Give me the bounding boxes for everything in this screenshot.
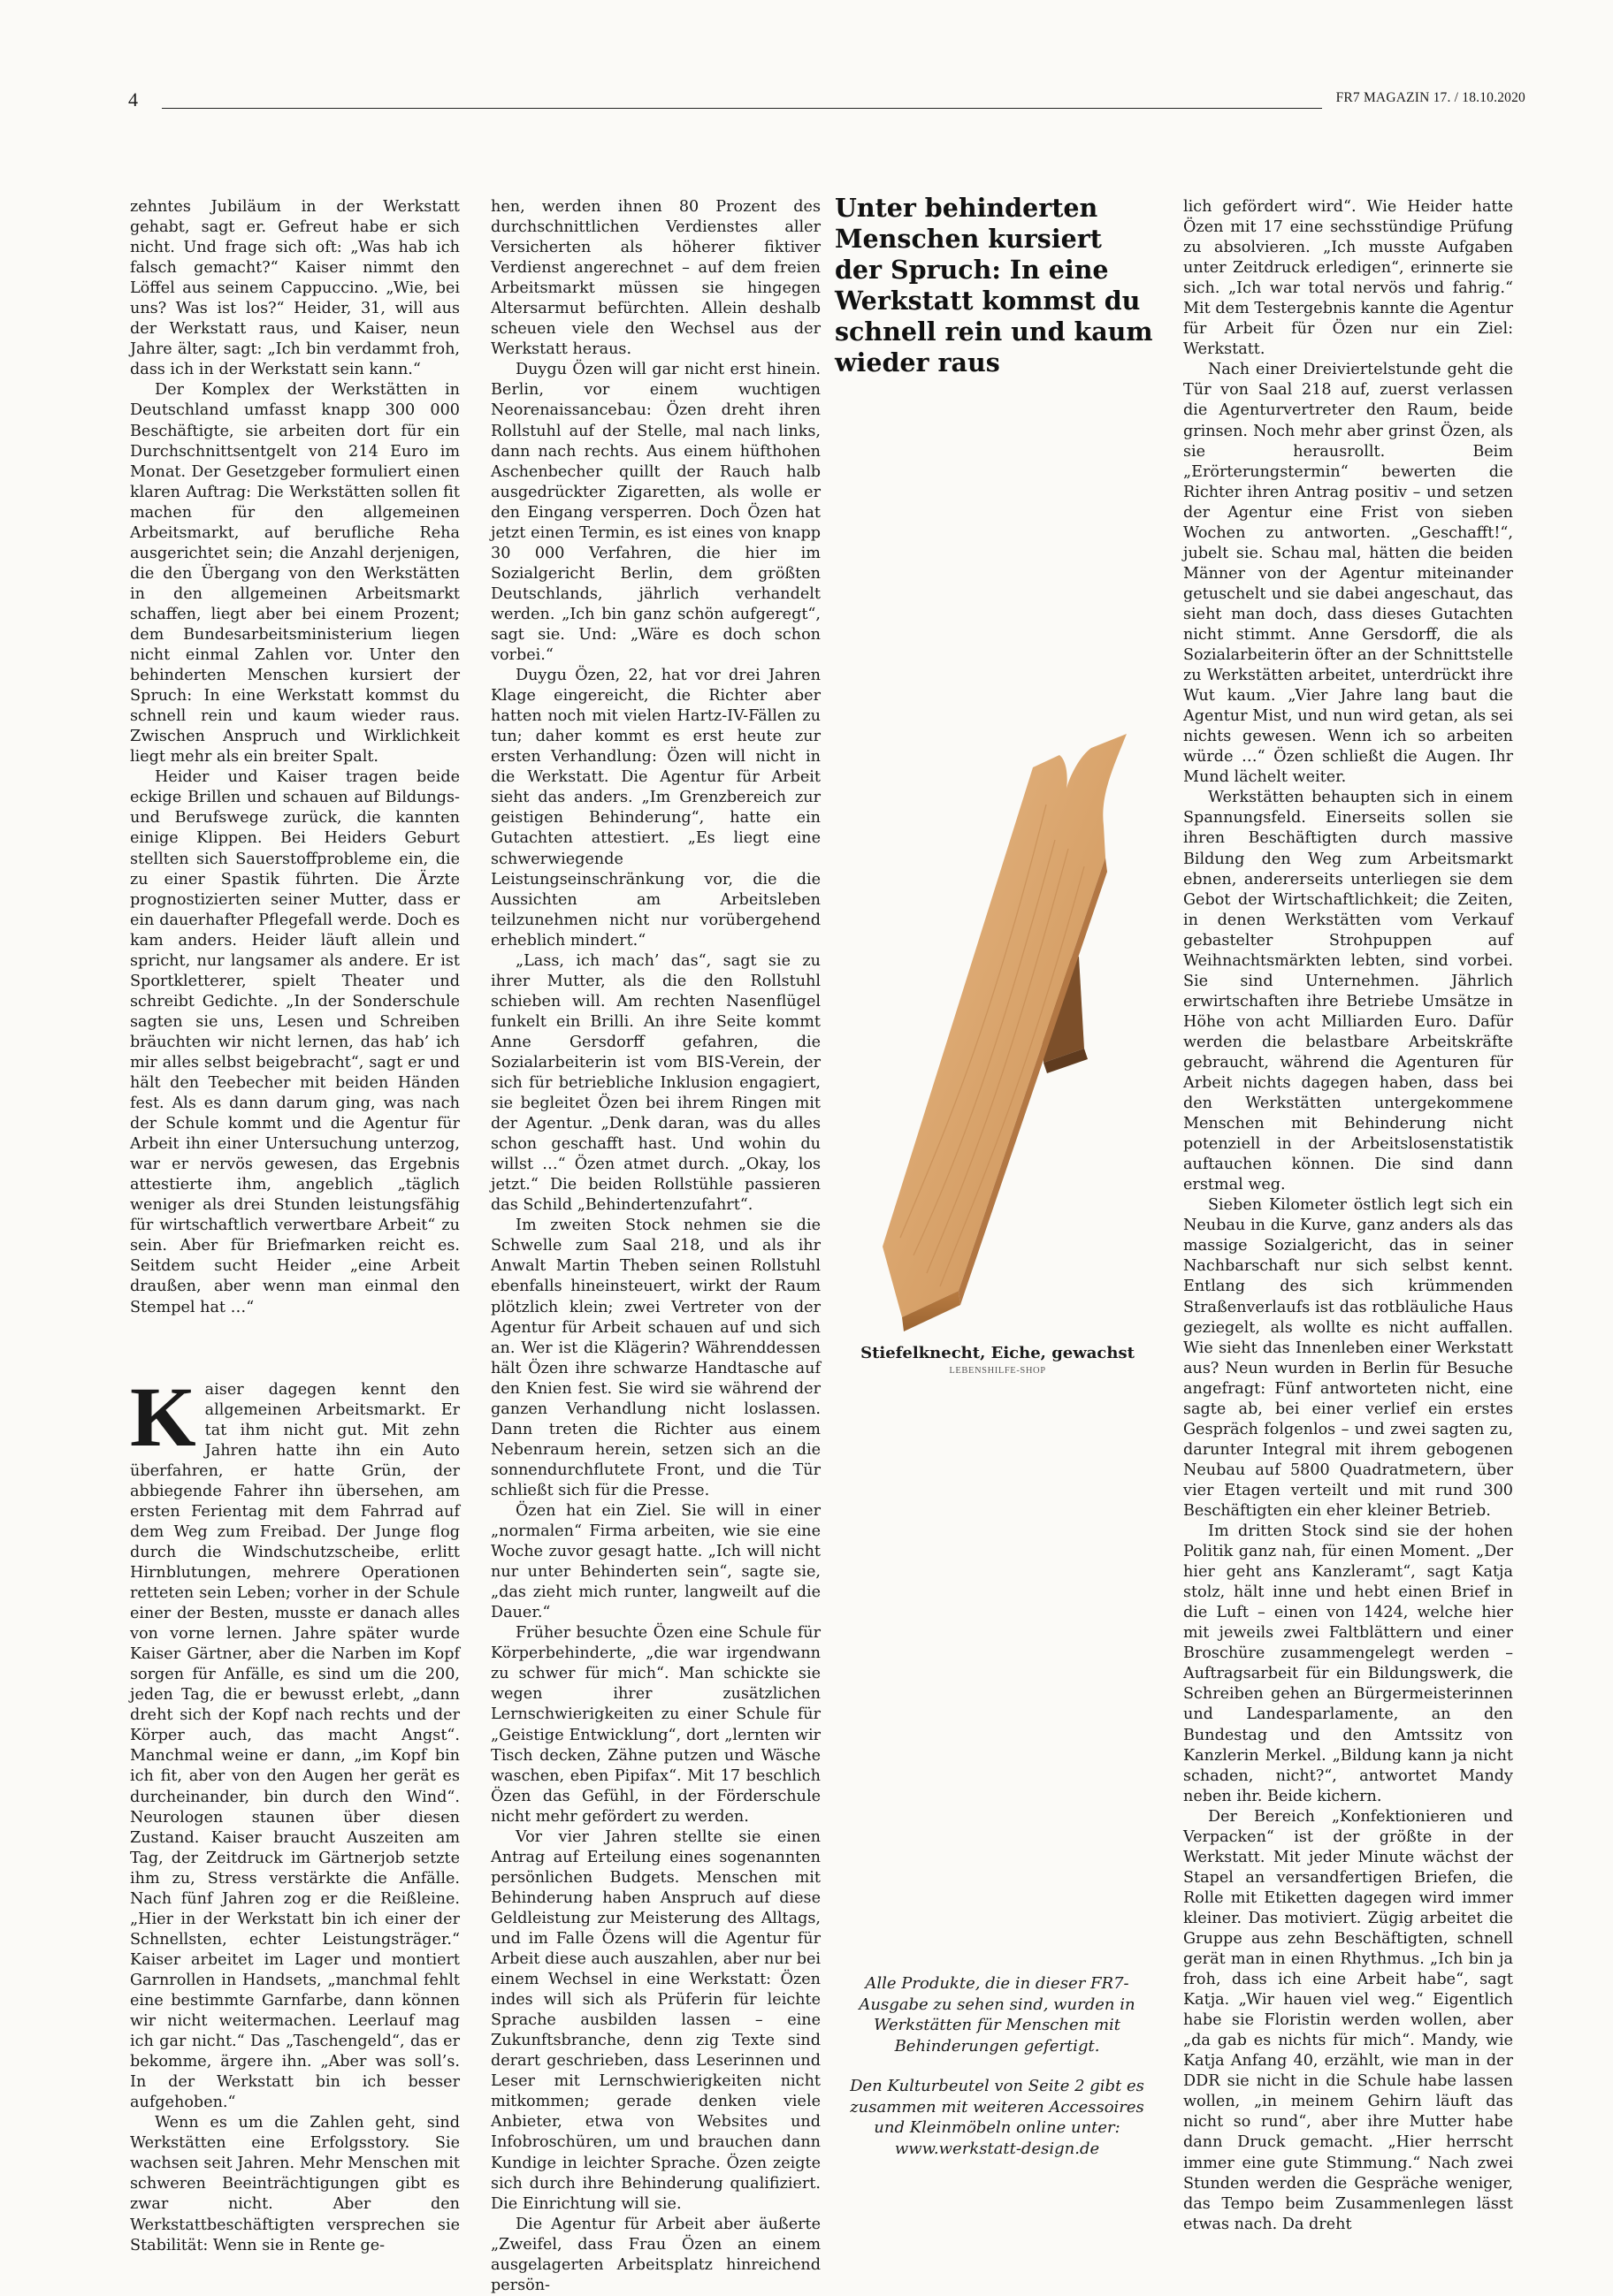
paragraph: Vor vier Jahren stellte sie einen Antrag auf Erteilung eines sogenannten persönlichen Budgets. Menschen mit Behinderung haben Anspruch auf diese Geldleistung zur Meisterung des Alltags, und im Falle Özens will die Agentur für Arbeit diese auch auszahlen, aber nur bei einem Wechsel in eine Werkstatt: Özen indes will sich als Prüferin für leichte Sprache ausbilden lassen – eine Zukunftsbranche, denn zig Texte sind derart geschrieben, dass Leserinnen und Leser mit Lernschwierigkeiten nicht mitkommen; gerade denken viele Anbieter, etwa von Websites und Infobroschüren, um und brauchen dann Kundige in leichter Sprache. Özen zeigte sich durch ihre Behinderung qualifiziert. Die Einrichtung will sie. bbox=[491, 1827, 821, 2213]
page-number: 4 bbox=[128, 88, 138, 111]
section-paragraph bbox=[130, 1369, 460, 2114]
paragraph: zehntes Jubiläum in der Werkstatt gehabt, sagt er. Gefreut habe er sich nicht. Und frage sich oft: „Was hab ich falsch gemacht?“ Kaiser nimmt den Löffel aus seinem Cappuccino. „Wie, bei uns? Was ist los?“ Heider, 31, will aus der Werkstatt raus, und Kaiser, neun Jahre älter, sagt: „Ich bin verdammt froh, dass ich in der Werkstatt sein kann.“ bbox=[130, 198, 460, 379]
paragraph: Nach einer Dreiviertelstunde geht die Tür von Saal 218 auf, zuerst verlassen die Agenturvertreter den Raum, beide grinsen. Noch mehr aber grinst Özen, als sie herausrollt. Beim „Erörterungstermin“ bewerten die Richter ihren Antrag positiv – und setzen der Agentur eine Frist von sieben Wochen zu antworten. „Geschafft!“, jubelt sie. Schau mal, hätten die beiden Männer von der Agentur miteinander getuschelt und sie dabei angeschaut, das sieht man doch, dass dieses Gutachten nicht stimmt. Anne Gersdorff, die als Sozialarbeiterin öfter an der Schnittstelle zu Werkstätten arbeitet, unterdrückt ihre Wut kaum. „Vier Jahre lang baut die Agentur Mist, und nun wird getan, als sei nichts gewesen. Wenn ich so arbeiten würde …“ Özen schließt die Augen. Ihr Mund lächelt weiter. bbox=[1183, 361, 1513, 787]
paragraph: Sieben Kilometer östlich legt sich ein Neubau in die Kurve, ganz anders als das massige Sozialgericht, das in seiner Nachbarschaft nur sich selbst kennt. Entlang des sich krümmenden Straßenverlaufs ist das rotbläuliche Haus geziegelt, als wollte es nicht auffallen. Wie sieht das Innenleben einer Werkstatt aus? Neun wurden in Berlin für Besuche angefragt: Fünf antworteten nicht, eine sagte ab, bei einer verlief ein erstes Gespräch folgenlos – und zwei sagten zu, darunter Integral mit ihrem gebogenen Neubau auf 5800 Quadratmetern, über vier Etagen verteilt und mit rund 300 Beschäftigten ein eher kleiner Betrieb. bbox=[1183, 1196, 1513, 1520]
issue-line: FR7 MAGAZIN 17. / 18.10.2020 bbox=[1335, 90, 1525, 105]
paragraph: Duygu Özen will gar nicht erst hinein. Berlin, vor einem wuchtigen Neorenaissancebau: Özen dreht ihren Rollstuhl auf der Stelle, mal nach links, dann nach rechts. Aus einem hüfthohen Aschenbecher quillt der Rauch halb ausgedrückter Zigaretten, als wolle er den Eingang versperren. Doch Özen hat jetzt einen Termin, es ist eines von knapp 30 000 Verfahren, die hier im Sozialgericht Berlin, dem größten Deutschlands, jährlich verhandelt werden. „Ich bin ganz schön aufgeregt“, sagt sie. Und: „Wäre es doch schon vorbei.“ bbox=[491, 361, 821, 665]
paragraph: Wenn es um die Zahlen geht, sind Werkstätten eine Erfolgsstory. Sie wachsen seit Jahren. Mehr Menschen mit schweren Beeinträchtigungen gibt es zwar nicht. Aber den Werkstattbeschäftigten versprechen sie Stabilität: Wenn sie in Rente ge- bbox=[130, 2114, 460, 2254]
drop-cap: K bbox=[130, 1369, 196, 1464]
caption-title: Stiefelknecht, Eiche, gewachst bbox=[860, 1344, 1135, 1362]
paragraph: Im dritten Stock sind sie der hohen Politik ganz nah, für einen Moment. „Der hier geht ans Kanzleramt“, sagt Katja stolz, hält inne und hebt einen Brief in die Luft – einen von 1424, welche hier mit jeweils zwei Faltblättern und einer Broschüre zusammengelegt werden – Auftragsarbeit für ein Bildungswerk, die Schreiben gehen an Bürgermeisterinnen und Landesparlamente, an den Bundestag und den Amtssitz von Kanzlerin Merkel. „Bildung kann ja nicht schaden, nicht?“, antwortet Mandy neben ihr. Beide kichern. bbox=[1183, 1522, 1513, 1805]
paragraph-text: aiser dagegen kennt den allgemeinen Arbeitsmarkt. Er tat ihm nicht gut. Mit zehn Jahren hatte ihn ein Auto überfahren, er hatte Grün, der abbiegende Fahrer ihn übersehen, am ersten Ferientag mit dem Fahrrad auf dem Weg zum Freibad. Der Junge flog durch die Windschutzscheibe, erlitt Hirnblutungen, mehrere Operationen retteten sein Leben; vorher in der Schule einer der Besten, musste er danach alles von vorne lernen. Jahre später wurde Kaiser Gärtner, aber die Narben im Kopf sorgen für Anfälle, es sind um die 200, jeden Tag, die er bewusst erlebt, „dann dreht sich der Kopf nach rechts und der Körper auch, das macht Angst“. Manchmal weine er dann, „im Kopf bin ich fit, aber von den Augen her gerät es durcheinander, bin durch den Wind“. Neurologen staunen über diesen Zustand. Kaiser braucht Auszeiten am Tag, der Zeitdruck im Gärtnerjob setzte ihm zu, Stress verstärkte die Anfälle. Nach fünf Jahren zog er die Reißleine. „Hier in der Werkstatt bin ich einer der Schnellsten, echter Leistungsträger.“ Kaiser arbeitet im Lager und montiert Garnrollen in Handsets, „manchmal fehlt eine bestimmte Garnfarbe, dann können wir nicht weitermachen. Leerlauf mag ich gar nicht.“ Das „Taschengeld“, das er bekomme, ärgere ihn. „Aber was soll’s. In der Werkstatt bin ich besser aufgehoben.“ bbox=[130, 1380, 460, 2112]
header-rule bbox=[162, 108, 1322, 109]
product-note bbox=[845, 1973, 1150, 2159]
paragraph: Im zweiten Stock nehmen sie die Schwelle zum Saal 218, und als ihr Anwalt Martin Theben seinen Rollstuhl ebenfalls hineinsteuert, wirkt der Raum plötzlich klein; zwei Vertreter von der Agentur für Arbeit schauen auf und sich an. Wer ist die Klägerin? Währenddessen hält Özen ihre schwarze Handtasche auf den Knien fest. Sie wird sie während der ganzen Verhandlung nicht loslassen. Dann treten die Richter aus einem Nebenraum herein, setzen sich an die sonnendurchflutete Front, und die Tür schließt sich für die Presse. bbox=[491, 1217, 821, 1499]
note-paragraph: Den Kulturbeutel von Seite 2 gibt es zusammen mit weiteren Accessoires und Kleinmöbeln online unter: www.werkstatt-design.de bbox=[850, 2077, 1144, 2158]
paragraph: Werkstätten behaupten sich in einem Spannungsfeld. Einerseits sollen sie ihren Beschäftigten durch massive Bildung den Weg zum Arbeitsmarkt ebnen, andererseits unterliegen sie dem Gebot der Wirtschaftlichkeit; die Zeiten, in denen Werkstätten vom Verkauf gebastelter Strohpuppen auf Weihnachtsmärkten lebten, sind vorbei. Sie sind Unternehmen. Jährlich erwirtschaften ihre Betriebe Umsätze in Höhe von acht Milliarden Euro. Dafür werden die belastbare Arbeitskräfte gebraucht, während die Agenturen für Arbeit nichts dagegen haben, dass bei den Werkstätten untergekommene Menschen mit Behinderung nicht potenziell in der Arbeitslosenstatistik auftauchen können. Die sind dann erstmal weg. bbox=[1183, 789, 1513, 1194]
caption-credit: LEBENSHILFE-SHOP bbox=[949, 1366, 1046, 1376]
paragraph: Duygu Özen, 22, hat vor drei Jahren Klage eingereicht, die Richter aber hatten noch mit vielen Hartz-IV-Fällen zu tun; daher kommt es erst heute zur ersten Verhandlung: Özen will nicht in die Werkstatt. Die Agentur für Arbeit sieht das anders. „Im Grenzbereich zur geistigen Behinderung“, hatte ein Gutachten attestiert. „Es liegt eine schwerwiegende Leistungseinschränkung vor, die die Aussichten am Arbeitsleben teilzunehmen nicht nur vorübergehend erheblich mindert.“ bbox=[491, 667, 821, 950]
pull-quote-headline: Unter behinderten Menschen kursiert der Spruch: In eine Werkstatt kommst du schnell rein und kaum wieder raus bbox=[835, 193, 1153, 378]
photo-caption bbox=[847, 1344, 1148, 1376]
boot-jack-photo bbox=[847, 707, 1148, 1344]
paragraph: lich gefördert wird“. Wie Heider hatte Özen mit 17 eine sechsstündige Prüfung zu absolvieren. „Ich musste Aufgaben unter Zeitdruck erledigen“, erinnerte sie sich. „Ich war total nervös und fahrig.“ Mit dem Testergebnis kannte die Agentur für Arbeit für Özen nur ein Ziel: Werkstatt. bbox=[1183, 198, 1513, 359]
paragraph: Özen hat ein Ziel. Sie will in einer „normalen“ Firma arbeiten, wie sie eine Woche zuvor gesagt hatte. „Ich will nicht nur unter Behinderten sein“, sagte sie, „das zieht mich runter, langweilt auf die Dauer.“ bbox=[491, 1502, 821, 1622]
paragraph: Die Agentur für Arbeit aber äußerte „Zweifel, dass Frau Özen an einem ausgelagerten Arbeitsplatz hinreichend persön- bbox=[491, 2215, 821, 2294]
paragraph: Der Bereich „Konfektionieren und Verpacken“ ist der größte in der Werkstatt. Mit jeder Minute wächst der Stapel an versandfertigen Briefen, die Rolle mit Etiketten dagegen wird immer kleiner. Das motiviert. Zügig arbeitet die Gruppe aus zehn Beschäftigten, schnell gerät man in einen Rhythmus. „Ich bin ja froh, dass ich eine Arbeit habe“, sagt Katja. „Wir hauen viel weg.“ Eigentlich habe sie Floristin werden wollen, aber „da gab es nichts für mich“. Mandy, wie Katja Anfang 40, erzählt, wie man in der DDR sie nicht in die Schule habe lassen wollen, „in meinem Gehirn läuft das nicht so rund“, aber ihre Mutter habe dann Druck gemacht. „Hier herrscht immer eine gute Stimmung.“ Nach zwei Stunden werden die Gespräche weniger, das Tempo beim Zusammenlegen lässt etwas nach. Da dreht bbox=[1183, 1807, 1513, 2233]
note-paragraph: Alle Produkte, die in dieser FR7-Ausgabe zu sehen sind, wurden in Werkstätten für Menschen mit Behinderungen gefertigt. bbox=[859, 1974, 1135, 2056]
article-column-2 bbox=[491, 197, 821, 2296]
article-column-4 bbox=[1183, 197, 1513, 2235]
paragraph: Früher besuchte Özen eine Schule für Körperbehinderte, „die war irgendwann zu schwer für mich“. Man schickte sie wegen ihrer zusätzlichen Lernschwierigkeiten zu einer Schule für „Geistige Entwicklung“, dort „lernten wir Tisch decken, Zähne putzen und Wäsche waschen, eben Pipifax“. Mit 17 beschlich Özen das Gefühl, in der Förderschule nicht mehr gefördert zu werden. bbox=[491, 1624, 821, 1826]
paragraph: Der Komplex der Werkstätten in Deutschland umfasst knapp 300 000 Beschäftigte, sie arbeiten dort für ein Durchschnittsentgelt von 214 Euro im Monat. Der Gesetzgeber formuliert einen klaren Auftrag: Die Werkstätten sollen fit machen für den allgemeinen Arbeitsmarkt, auf berufliche Reha ausgerichtet sein; die Anzahl derjenigen, die den Übergang von den Werkstätten in den allgemeinen Arbeitsmarkt schaffen, liegt aber bei einem Prozent; dem Bundesarbeitsministerium liegen nicht einmal Zahlen vor. Unter den behinderten Menschen kursiert der Spruch: In eine Werkstatt kommst du schnell rein und kaum wieder raus. Zwischen Anspruch und Wirklichkeit liegt mehr als ein breiter Spalt. bbox=[130, 381, 460, 767]
paragraph: „Lass, ich mach’ das“, sagt sie zu ihrer Mutter, als die den Rollstuhl schieben will. Am rechten Nasenflügel funkelt ein Brilli. An ihre Seite kommt Anne Gersdorff gefahren, die Sozialarbeiterin ist vom BIS-Verein, der sich für betriebliche Inklusion engagiert, sie begleitet Özen bei ihrem Ringen mit der Agentur. „Denk daran, was du alles schon geschafft hast. Und wohin du willst …“ Özen atmet durch. „Okay, los jetzt.“ Die beiden Rollstühle passieren das Schild „Behindertenzufahrt“. bbox=[491, 951, 821, 1215]
page-header bbox=[128, 88, 1525, 115]
article-column-1 bbox=[130, 197, 460, 2256]
paragraph: Heider und Kaiser tragen beide eckige Brillen und schauen auf Bildungs- und Berufswege zurück, die kannten einige Klippen. Bei Heiders Geburt stellten sich Sauerstoffprobleme ein, die zu einer Spastik führten. Die Ärzte prognostizierten seiner Mutter, dass er ein dauerhafter Pflegefall werde. Doch es kam anders. Heider läuft allein und spricht, nur langsamer als andere. Er ist Sportkletterer, spielt Theater und schreibt Gedichte. „In der Sonderschule sagten sie uns, Lesen und Schreiben bräuchten wir nicht lernen, das hab’ ich mir alles selbst beigebracht“, sagt er und hält den Teebecher mit beiden Händen fest. Als es dann darum ging, was nach der Schule kommt und die Agentur für Arbeit ihn einer Untersuchung unterzog, war er nervös gewesen, das Ergebnis attestierte ihm, angeblich „täglich weniger als drei Stunden leistungsfähig für wirtschaftlich verwertbare Arbeit“ zu sein. Aber für Briefmarken reicht es. Seitdem sucht Heider „eine Arbeit draußen, aber wenn man einmal den Stempel hat …“ bbox=[130, 768, 460, 1316]
paragraph: hen, werden ihnen 80 Prozent des durchschnittlichen Verdienstes aller Versicherten als höherer fiktiver Verdienst angerechnet – auf dem freien Arbeitsmarkt müssen sie hingegen Altersarmut befürchten. Allein deshalb scheuen viele den Wechsel aus der Werkstatt heraus. bbox=[491, 198, 821, 359]
